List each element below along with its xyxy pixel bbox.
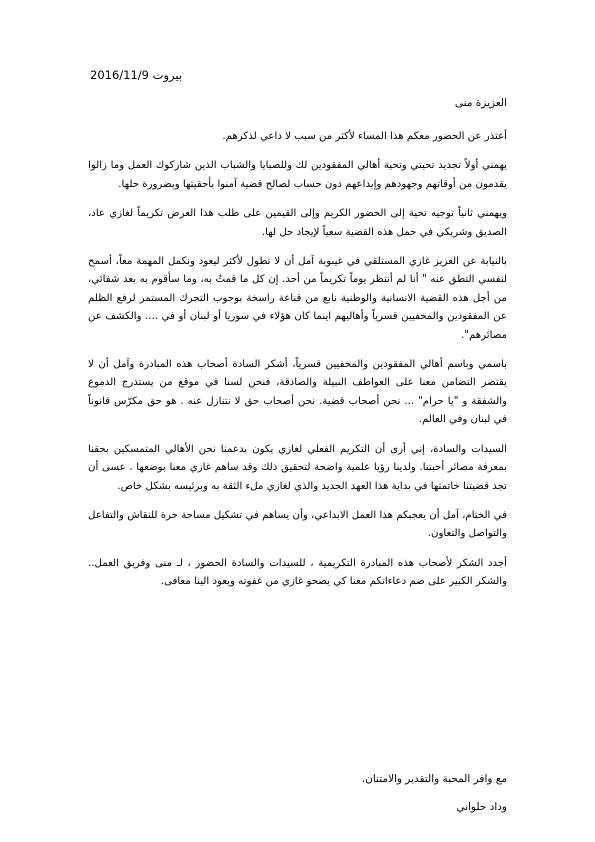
paragraph-thanks-audience: ويهمني ثانياً توجيه تحية إلى الحضور الكريم وإلى القيمين على طلب هذا العرض تكريماً لغازي عاد، الصديق وشريكي في حمل هذه القضية سعياً لإيجاد حل لها. bbox=[88, 208, 507, 238]
paragraph-on-behalf-of-ghazi: بالنيابة عن العزيز غازي المستلقي في غيبوبة آمل أن لا تطول لأكثر ليعود ونكمل المهمة معاً، أسمح لنفسي التطق عنه " أنا لم أنتظر يوماً تكريماً من أحد. إن كل ما قمتُ به، وما سأقوم به بعد شفائي، من أجل هذه القضية الانسانية والوطنية نابع من قناعة راسخة بوجوب التحرك المستمر لرفع الظلم عن المفقودين والمخفيين قسرياً وأهاليهم اينما كان هؤلاء في سوريا أو لبنان أو في .... والكشف عن مصائرهم". bbox=[88, 256, 507, 341]
letter-body bbox=[88, 128, 507, 603]
letter-date: بيروت 2016/11/9 bbox=[90, 68, 183, 82]
paragraph-conclusion: في الختام، آمل أن يعجبكم هذا العمل الابداعي، وأن يساهم في تشكيل مساحة حرة للنقاش والتفاعل والتواصل والتعاون. bbox=[88, 509, 507, 540]
paragraph-families: باسمي وباسم أهالي المفقودين والمخفيين قسرياً، أشكر السادة أصحاب هذه المبادرة وآمل أن لا يقتصر التضامن معنا على العواطف النبيلة والصادقة، فنحن لسنا في موقع من يستدرج الدموع والشفقة و "يا حرام" ... نحن أصحاب قضية. نحن أصحاب حق لا نتنازل عنه . هو حق مكرّس قانوناً في لبنان وفي العالم. bbox=[88, 359, 507, 426]
paragraph-apology: أعتذر عن الحضور معكم هذا المساء لأكثر من سبب لا داعي لذكرهم. bbox=[222, 131, 507, 142]
paragraph-thanks-team: يهمني أولاً تجديد تحيتي وتحية أهالي المفقودين لك وللصبايا والشباب الذين شاركوك العمل وما زالوا يقدمون من أوقاتهم وجهودهم وإبداعهم دون حساب لصالح قضية آمنوا بأحقيتها وبضرورة حلها. bbox=[88, 160, 507, 190]
salutation: العزيزة منى bbox=[454, 97, 507, 109]
closing-line: مع وافر المحبة والتقدير والامتنان. bbox=[361, 773, 507, 785]
paragraph-renewed-thanks: أجدد الشكر لأصحاب هذه المبادرة التكريمية ، للسيدات والسادة الحضور ، لـ منى وفريق العمل.. والشكر الكبير على ضم دعاءاتكم معنا كي يصحو غازي من غفوته ويعود الينا معافى. bbox=[88, 557, 507, 588]
signature: وداد حلواني bbox=[456, 801, 507, 813]
paragraph-real-honor: السيدات والسادة، إني أرى أن التكريم الفعلي لغازي يكون بدعمنا نحن الأهالي المتمسكين بحقنا بمعرفة مصائر أحبتنا. ولدينا رؤيا علمية واضحة لتحقيق ذلك وقد ساهم غازي معنا بوضعها . عسى أن تجد قضيتنا خاتمتها في بداية هذا العهد الجديد والذي لغازي ملء الثقة به وبرئيسه بشكل خاص. bbox=[88, 443, 507, 492]
